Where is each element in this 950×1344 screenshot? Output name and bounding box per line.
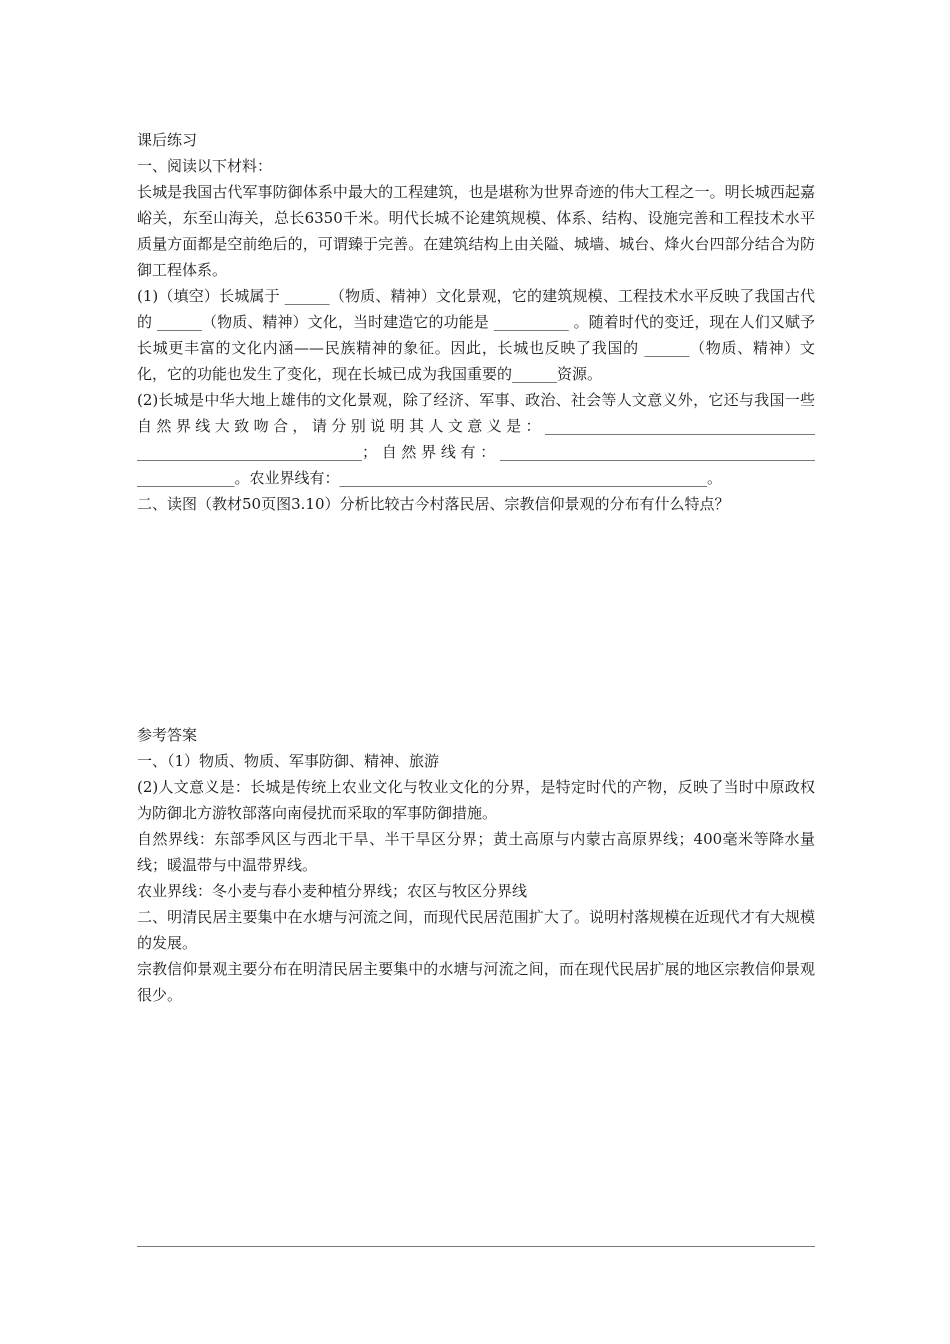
answer-2-agriculture: 农业界线：冬小麦与春小麦种植分界线；农区与牧区分界线	[137, 882, 528, 900]
exercise-section	[137, 127, 815, 517]
question-2: (2)长城是中华大地上雄伟的文化景观，除了经济、军事、政治、社会等人文意义外，它还与我国一些自然界线大致吻合，请分别说明其人文意义是：____________________________________ ______________________________；自然界线有：__________________________________________ _____________。农业界线有：_________________________________________________。	[137, 391, 815, 487]
reading-material: 长城是我国古代军事防御体系中最大的工程建筑，也是堪称为世界奇迹的伟大工程之一。明长城西起嘉峪关，东至山海关，总长6350千米。明代长城不论建筑规模、体系、结构、设施完善和工程技术水平质量方面都是空前绝后的，可谓臻于完善。在建筑结构上由关隘、城墙、城台、烽火台四部分结合为防御工程体系。	[137, 183, 815, 279]
answer-1: 一、（1）物质、物质、军事防御、精神、旅游	[137, 752, 440, 770]
answer-heading: 参考答案	[137, 726, 198, 744]
answer-section	[137, 722, 815, 1008]
answer-2-natural: 自然界线：东部季风区与西北干旱、半干旱区分界；黄土高原与内蒙古高原界线；400毫米等降水量线；暖温带与中温带界线。	[137, 830, 815, 874]
exercise-heading: 课后练习	[137, 131, 198, 149]
answer-3-religion: 宗教信仰景观主要分布在明清民居主要集中的水塘与河流之间，而在现代民居扩展的地区宗教信仰景观很少。	[137, 960, 815, 1004]
question-1: (1)（填空）长城属于 ______（物质、精神）文化景观，它的建筑规模、工程技术水平反映了我国古代的 ______（物质、精神）文化，当时建造它的功能是 __________ 。随着时代的变迁，现在人们又赋予长城更丰富的文化内涵——民族精神的象征。因此，长城也反映了我国的 ______（物质、精神）文化，它的功能也发生了变化，现在长城已成为我国重要的______资源。	[137, 287, 815, 383]
part1-title: 一、阅读以下材料：	[137, 157, 273, 175]
answer-3-village: 二、明清民居主要集中在水塘与河流之间，而现代民居范围扩大了。说明村落规模在近现代才有大规模的发展。	[137, 908, 815, 952]
part2-question: 二、读图（教材50页图3.10）分析比较古今村落民居、宗教信仰景观的分布有什么特点？	[137, 495, 730, 513]
footer-divider	[137, 1246, 815, 1247]
answer-2-human: (2)人文意义是：长城是传统上农业文化与牧业文化的分界，是特定时代的产物，反映了当时中原政权为防御北方游牧部落向南侵扰而采取的军事防御措施。	[137, 778, 815, 822]
